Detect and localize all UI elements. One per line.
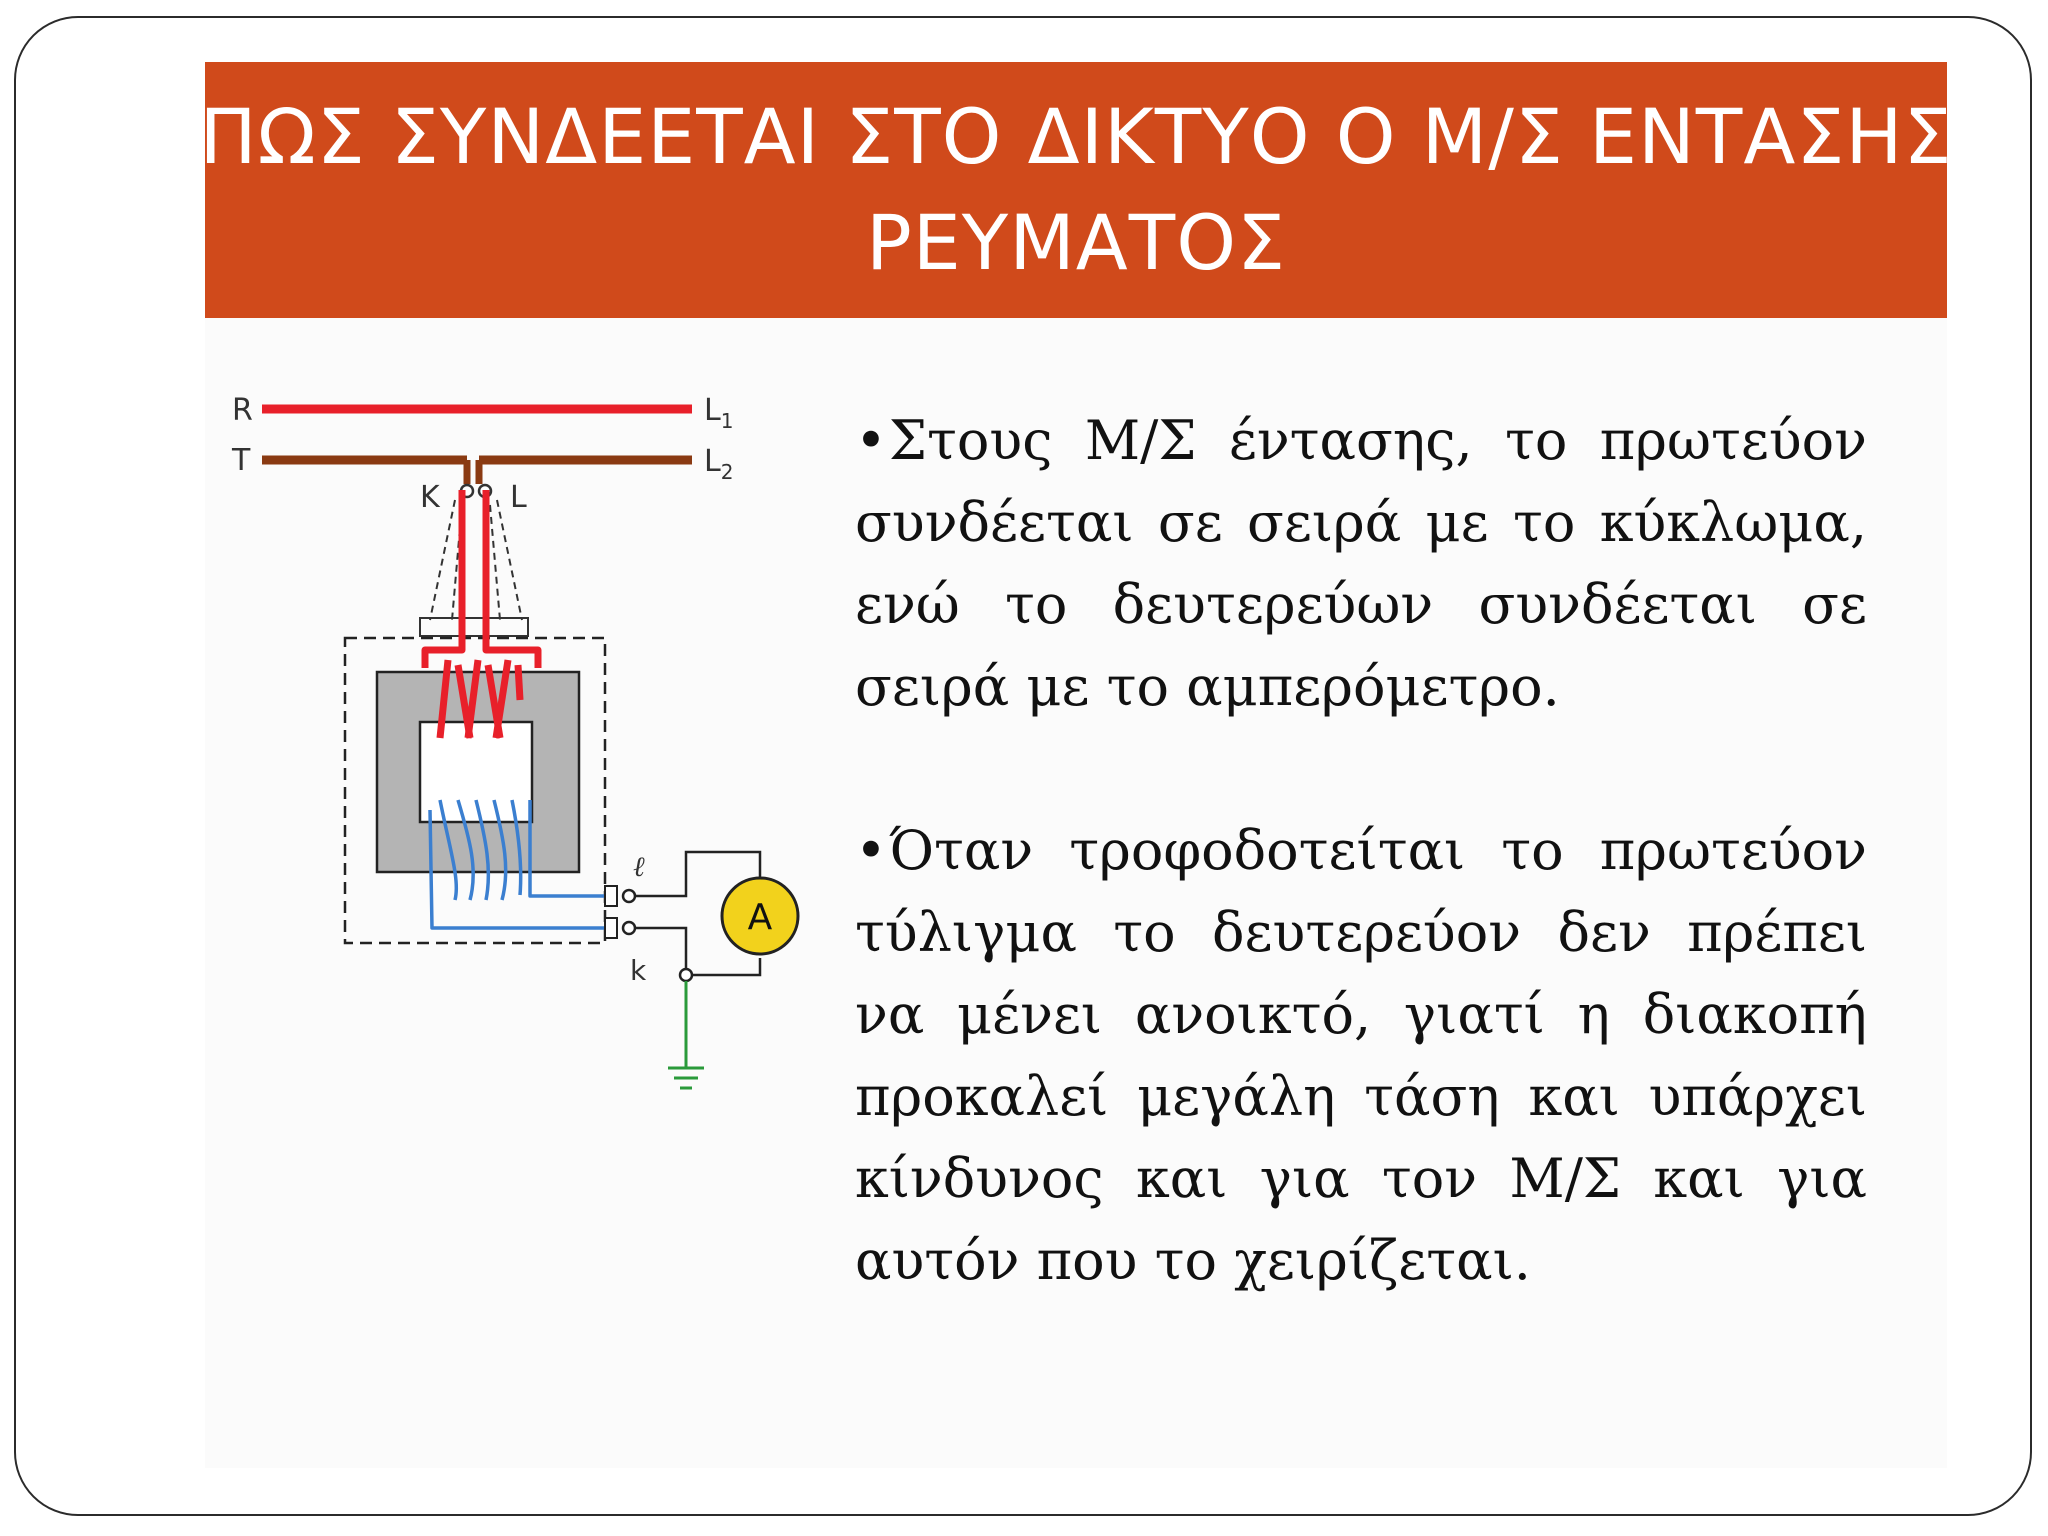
label-t: T [232,443,251,478]
bullet-item-2 [855,810,1867,1302]
label-l2-sub: 2 [720,460,734,484]
label-primary-l: L [510,480,527,515]
bullet-text-2: Όταν τροφοδοτείται το πρωτεύον τύλιγμα το δευτερεύον δεν πρέπει να μένει ανοικτό, γιατί η διακοπή προκαλεί μεγάλη τάση και υπάρχει κίνδυνος και για τον Μ/Σ και για αυτόν που το χειρίζεται. [855,819,1867,1292]
terminal-secondary-l [623,890,635,902]
slide-title-line-1: ΠΩΣ ΣΥΝΔΕΕΤΑΙ ΣΤΟ ΔΙΚΤΥΟ Ο Μ/Σ ΕΝΤΑΣΗΣ [199,92,1953,181]
bullet-text-1: Στους Μ/Σ έντασης, το πρωτεύον συνδέεται σε σειρά με το κύκλωμα, ενώ το δευτερεύων συνδέεται σε σειρά με το αμπερόμετρο. [855,409,1867,718]
label-l2: L [704,444,721,479]
body-text [855,400,1867,1302]
bullet-marker-1: • [855,409,887,472]
bullet-item-1 [855,400,1867,728]
title-bar [199,62,1953,318]
label-secondary-l: ℓ [633,850,645,883]
ground-icon [668,981,704,1088]
cone-outline [430,500,522,620]
label-l1-sub: 1 [720,409,734,433]
label-primary-k: K [420,480,440,515]
svg-text:L1 [704,393,733,433]
label-l1: L [704,393,721,428]
label-secondary-k: k [630,954,647,987]
svg-text:L2 [704,444,733,484]
terminal-secondary-k [623,922,635,934]
current-transformer-diagram [205,370,845,1120]
ammeter-label: A [747,897,773,938]
slide-title-line-2: ΡΕΥΜΑΤΟΣ [865,198,1287,287]
label-r: R [232,393,253,428]
bullet-marker-2: • [855,819,887,882]
